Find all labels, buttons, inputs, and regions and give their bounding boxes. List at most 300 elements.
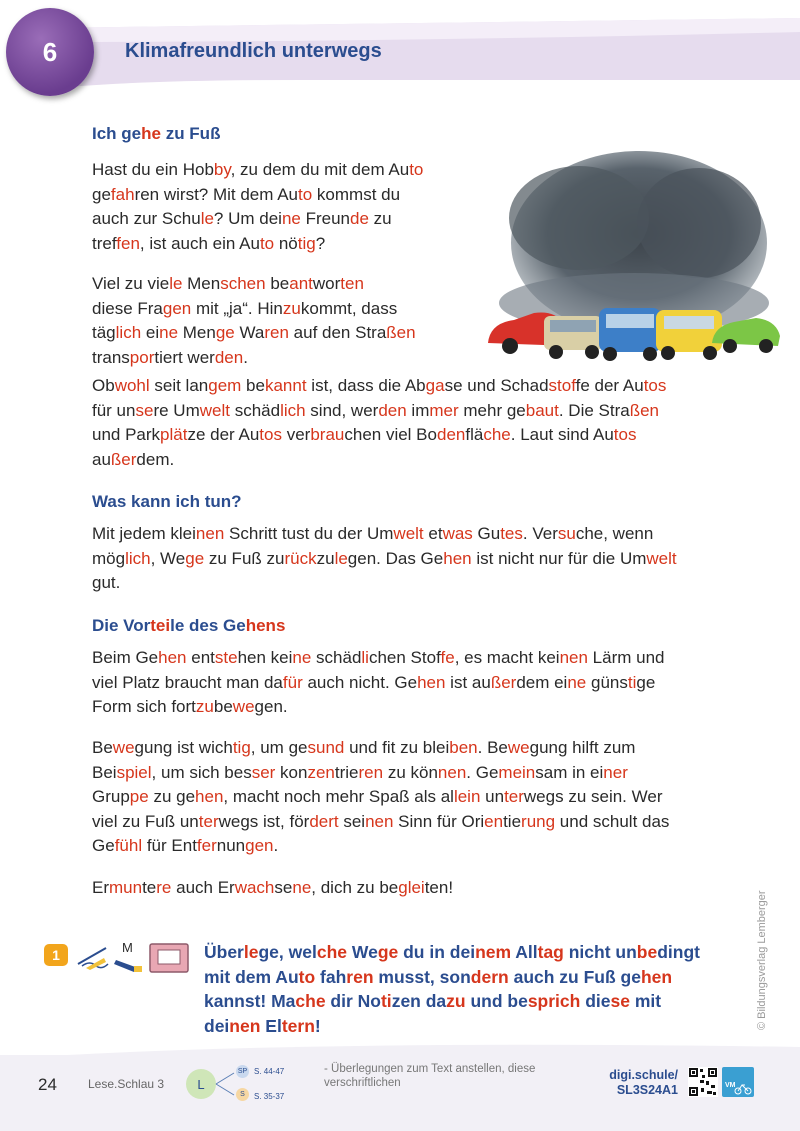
highlighted-syllable: fen [116,233,140,253]
highlighted-syllable: hen [443,548,472,568]
text-segment: Be [92,738,113,757]
text-segment: chen viel Bo [344,425,437,444]
text-segment: Grup [92,787,130,806]
highlighted-syllable: ne [567,672,587,692]
highlighted-syllable: ne [292,648,312,667]
section-heading [92,490,752,515]
text-segment: kon [275,762,308,782]
text-segment: für un [92,400,136,420]
text-segment: dem ei [516,672,568,692]
chapter-number-badge [6,8,94,96]
text-segment: Über [204,942,244,962]
highlighted-syllable: hen [195,787,224,806]
text-segment: se und Schad [444,376,549,395]
highlighted-syllable: ti [627,672,637,692]
text-segment: , ist auch ein Au [139,233,260,253]
highlighted-syllable: che [295,991,326,1011]
svg-text:M: M [122,940,133,955]
highlighted-syllable: lein [453,787,481,806]
text-segment: wegs ist, för [218,811,310,831]
text-segment: ist au [445,672,491,692]
highlighted-syllable: tern [281,1015,315,1036]
section-heading-text [92,490,752,515]
text-segment: , dich zu be [311,878,399,897]
digi-link-line2: SL3S24A1 [616,1083,678,1097]
text-segment: le des Ge [170,616,246,635]
text-segment: We [347,942,378,962]
section-heading [92,614,752,639]
text-segment: ze der Au [187,425,260,444]
highlighted-syllable: sprich [527,991,581,1011]
text-segment: fe der Au [575,376,644,395]
paragraph [92,522,752,596]
highlighted-syllable: re [156,878,172,897]
text-segment: . Ver [522,524,558,543]
page-title: Klimafreundlich unterwegs [125,40,382,62]
highlighted-syllable: ren [264,323,289,342]
smog-cars-illustration [484,148,780,366]
text-segment: re Um [153,400,200,420]
highlighted-syllable: für [282,672,303,692]
highlighted-syllable: den [436,425,466,444]
text-segment: , es macht kei [454,648,560,667]
text-segment: tiert wer [154,347,215,367]
paragraph [92,646,752,720]
text-segment: Men [182,274,221,293]
highlighted-syllable: ste [214,648,238,667]
text-segment: im [406,400,430,420]
text-segment: Lärm und [587,648,665,667]
highlighted-syllable: ren [346,966,374,987]
text-segment: seit lan [149,376,209,395]
digi-link[interactable] [604,1068,678,1098]
text-segment: dir No [325,991,381,1011]
highlighted-syllable: gen [162,298,192,318]
highlighted-syllable: mun [109,878,143,897]
text-segment: tref [92,233,117,253]
text-segment: , We [150,548,186,568]
highlighted-syllable: den [214,347,244,367]
text-segment: und schult das [555,811,670,831]
text-segment: mehr ge [458,400,526,420]
task-number-badge: 1 [44,944,68,966]
highlighted-syllable: welt [199,400,230,420]
highlighted-syllable: he [141,124,161,143]
highlighted-syllable: schen [220,274,266,293]
highlighted-syllable: den [378,400,407,420]
header-ribbon [0,18,800,96]
highlighted-syllable: gen [245,836,274,855]
paragraph [92,272,492,370]
text-segment: Freun [300,209,351,228]
text-segment: nicht un [563,942,637,962]
text-segment: viel zu Fuß un [92,811,199,831]
text-segment: Beim Ge [92,648,159,667]
text-segment: nun [216,836,246,855]
text-segment: . [243,347,248,367]
text-segment: kommt, dass [300,298,398,318]
highlighted-syllable: ben [449,738,478,757]
highlighted-syllable: lich [115,323,142,342]
text-segment: trans [92,347,130,367]
notebook-icon [150,944,188,972]
highlighted-syllable: rück [284,548,317,568]
text-segment: gen. [254,697,288,716]
reference-arrows [214,1067,238,1101]
text-segment: mit „ja“. Hin [191,298,283,318]
highlighted-syllable: ne [292,878,312,897]
text-segment: sind, wer [305,400,379,420]
highlighted-syllable: le [169,274,183,293]
highlighted-syllable: zen [307,762,335,782]
text-segment: und Park [92,425,161,444]
marker-icon [114,960,142,972]
chapter-number: 6 [42,36,58,67]
text-segment: . [273,836,279,855]
vm-label: VM [725,1082,736,1089]
highlighted-syllable: tos [613,425,637,444]
text-segment: Er [92,878,109,897]
page-number: 24 [38,1075,57,1094]
text-segment: gung hilft zum [529,738,636,757]
highlighted-syllable: le [200,209,214,228]
bicycle-icon [734,1083,752,1095]
highlighted-syllable: was [442,524,473,543]
text-segment: schäd [229,400,281,420]
s-pages: S. 35-37 [254,1092,285,1101]
text-segment: ent [186,648,215,667]
highlighted-syllable: welt [646,548,677,568]
highlighted-syllable: ga [425,376,445,395]
footer-wave [0,1039,800,1059]
highlighted-syllable: ter [198,811,219,831]
text-segment: mit [629,991,662,1011]
highlighted-syllable: che [316,942,348,962]
digi-link-line1: digi.schule/ [609,1068,678,1082]
highlighted-syllable: baut [525,400,559,420]
text-segment: täg [92,323,116,342]
highlighted-syllable: spiel [116,762,152,782]
text-segment: se [274,878,293,897]
text-segment: che, wenn [575,524,654,543]
highlighted-syllable: fah [110,184,135,204]
highlighted-syllable: li [361,648,369,667]
text-segment: auf den Stra [288,323,387,342]
highlighted-syllable: che [483,425,511,444]
text-segment: be [265,274,290,293]
text-segment: auch Er [171,878,235,897]
highlighted-syllable: su [557,524,576,543]
highlighted-syllable: fühl [114,836,143,855]
text-segment: güns [586,672,628,692]
highlighted-syllable: ne [159,323,179,342]
text-segment: un [480,787,505,806]
highlighted-syllable: hen [158,648,187,667]
text-segment: Die Vor [92,616,151,635]
highlighted-syllable: tei [150,616,171,635]
text-segment: ren wirst? Mit dem Au [134,184,299,204]
text-segment: wor [312,274,341,293]
text-segment: Ge [92,836,115,855]
highlighted-syllable: ßen [386,323,416,342]
highlighted-syllable: dert [309,811,339,831]
highlighted-syllable: tig [232,738,251,757]
highlighted-syllable: glei [398,878,425,897]
highlighted-syllable: se [135,400,154,420]
highlighted-syllable: ßer [110,449,137,469]
highlighted-syllable: stof [548,376,576,395]
highlighted-syllable: ge [215,323,235,342]
text-segment: zen da [391,991,447,1011]
text-segment: zu Fuß [160,124,221,143]
highlighted-syllable: nen [437,762,467,782]
text-segment: musst, son [373,966,471,987]
highlighted-syllable: to [298,184,313,204]
text-segment: Wa [234,323,265,342]
text-segment: dem. [136,449,175,469]
text-segment: Schritt tust du der Um [224,524,394,543]
text-segment: et [423,524,443,543]
text-segment: El [260,1015,282,1036]
text-segment: Men [178,323,216,342]
text-segment: auch zur Schu [92,209,201,228]
highlighted-syllable: tig [297,233,316,253]
vm-badge-icon[interactable] [722,1067,754,1097]
highlighted-syllable: fe [440,648,455,667]
highlighted-syllable: ge [185,548,205,568]
highlighted-syllable: ti [380,991,392,1011]
text-segment: se [114,298,133,318]
text-segment: be [213,697,233,716]
text-segment: zu ge [148,787,196,806]
text-segment: mög [92,548,126,568]
text-segment: ge [258,942,279,962]
blue-car [599,308,661,361]
text-segment: tie [503,811,522,831]
highlighted-syllable: tes [500,524,523,543]
text-segment: kommst du [312,184,401,204]
text-segment: sei [338,811,366,831]
text-segment: , macht noch mehr Spaß als al [223,787,454,806]
text-segment: ist nicht nur für die Um [471,548,647,568]
text-segment: wegs zu sein. Wer [523,787,663,806]
text-segment: zu Fuß zu [204,548,285,568]
highlighted-syllable: kannt [264,376,307,395]
highlighted-syllable: mein [498,762,536,782]
highlighted-syllable: dern [470,966,509,987]
highlighted-syllable: zu [446,991,466,1011]
highlighted-syllable: hen [640,966,673,987]
highlighted-syllable: zu [282,298,301,318]
highlighted-syllable: le [243,942,259,962]
highlighted-syllable: ter [504,787,524,806]
text-segment: ? [315,233,326,253]
text-segment: trie [334,762,359,782]
highlighted-syllable: nen [559,648,588,667]
paragraph [92,736,752,859]
highlighted-syllable: hen [417,672,446,692]
text-segment: mit dem Au [204,966,299,987]
highlighted-syllable: by [213,160,231,179]
qr-code-icon[interactable] [688,1067,718,1097]
text-segment: ten! [424,878,454,897]
text-segment: . Be [477,738,508,757]
highlighted-syllable: ner [603,762,628,782]
text-segment: Sinn für Ori [393,811,485,831]
text-segment: gen. Das Ge [347,548,444,568]
highlighted-syllable: welt [393,524,424,543]
book-title: Lese.Schlau 3 [88,1077,165,1091]
highlighted-syllable: we [232,697,255,716]
text-segment: , wel [278,942,317,962]
highlighted-syllable: por [129,347,155,367]
s-badge: S [236,1088,249,1101]
highlighted-syllable: wach [234,878,275,897]
text-segment: be [241,376,265,395]
text-segment: auch nicht. Ge [302,672,418,692]
highlighted-syllable: hens [245,616,286,635]
text-segment: . Laut sind Au [510,425,614,444]
text-segment: zu [368,209,392,228]
sp-pages: S. 44-47 [254,1067,285,1076]
text-segment: zu [316,548,335,568]
text-segment: Was kann ich tun? [92,492,242,511]
pen-writing-icon [78,948,108,970]
copyright-text: © Bildungsverlag Lemberger [756,890,768,1030]
highlighted-syllable: ten [340,274,364,293]
paragraph [92,158,492,256]
beige-car [544,316,602,359]
text-segment: ei [141,323,160,342]
text-segment: ver [281,425,311,444]
task-icons [76,940,196,974]
highlighted-syllable: ren [358,762,384,782]
highlighted-syllable: ant [289,274,313,293]
highlighted-syllable: mer [429,400,459,420]
text-segment: nö [274,233,298,253]
text-segment: und fit zu blei [344,738,450,757]
text-segment: sam in ei [535,762,604,782]
text-segment: flä [465,425,484,444]
highlighted-syllable: de [350,209,369,228]
highlighted-syllable: zu [195,697,214,716]
highlighted-syllable: tag [537,942,564,962]
highlighted-syllable: brau [310,425,345,444]
text-segment: ge [92,184,111,204]
text-segment: du in dei [398,942,476,962]
highlighted-syllable: ne [281,209,301,228]
paragraph [92,374,752,472]
text-segment: kannst! Ma [204,991,296,1011]
text-segment: , um sich bes [151,762,252,782]
text-segment: dei [204,1015,230,1036]
text-segment: die [580,991,611,1011]
highlighted-syllable: lich [280,400,306,420]
text-segment: . Die Stra [558,400,630,420]
highlighted-syllable: gem [208,376,242,395]
text-segment: gung ist wich [134,738,233,757]
text-segment: , zu dem du mit dem Au [230,160,410,179]
text-segment: ist, dass die Ab [306,376,426,395]
highlighted-syllable: ßer [490,672,517,692]
text-segment: viel Platz braucht man da [92,672,283,692]
text-segment: , um ge [250,738,308,757]
level-badge: L [186,1069,216,1099]
highlighted-syllable: tos [259,425,282,444]
highlighted-syllable: nen [365,811,394,831]
text-segment: . Ge [466,762,499,782]
text-segment: fah [315,966,347,987]
highlighted-syllable: tos [643,376,667,395]
section-1 [92,122,752,147]
highlighted-syllable: le [334,548,348,568]
text-segment: ! [314,1015,321,1036]
text-segment: schäd [311,648,362,667]
text-segment: ? Um dei [213,209,282,228]
text-segment: auch zu Fuß ge [508,966,641,987]
task-text [204,940,764,1038]
highlighted-syllable: to [298,966,316,987]
highlighted-syllable: ge [377,942,399,962]
highlighted-syllable: to [409,160,424,179]
highlighted-syllable: ßen [629,400,659,420]
text-segment: Form sich fort [92,697,196,716]
text-segment: Gu [472,524,501,543]
highlighted-syllable: plät [160,425,188,444]
text-segment: chen Stof [368,648,441,667]
highlighted-syllable: sund [307,738,345,757]
highlighted-syllable: se [610,991,630,1011]
text-segment: Hast du ein Hob [92,160,214,179]
highlighted-syllable: rung [521,811,556,831]
page-footer [0,1055,800,1131]
highlighted-syllable: to [259,233,275,253]
highlighted-syllable: nen [195,524,225,543]
highlighted-syllable: pe [129,787,149,806]
text-segment: für Ent [142,836,197,855]
text-segment: All [511,942,538,962]
highlighted-syllable: be [636,942,658,962]
section-heading [92,122,752,147]
text-segment: die [92,298,115,318]
highlighted-syllable: nen [229,1015,261,1036]
text-segment: dingt [657,942,700,962]
highlighted-syllable: ser [251,762,276,782]
highlighted-syllable: lich [125,548,151,568]
text-segment: te [142,878,157,897]
text-segment: hen kei [237,648,293,667]
highlighted-syllable: wohl [114,376,150,395]
text-segment: au [92,449,111,469]
text-segment: Viel zu vie [92,274,170,293]
text-segment: Ob [92,376,115,395]
text-segment: und be [465,991,528,1011]
header-band [0,18,800,96]
highlighted-syllable: we [507,738,530,757]
sp-badge: SP [236,1065,249,1078]
text-segment: Ich ge [92,124,142,143]
text-segment: ge [636,672,656,692]
highlighted-syllable: we [112,738,135,757]
text-segment: Mit jedem klei [92,524,196,543]
paragraph [92,876,752,901]
section-heading-text [92,614,752,639]
yellow-car [656,310,722,360]
text-segment: Bei [92,762,117,782]
text-segment: Fra [132,298,163,318]
learning-note: - Überlegungen zum Text anstellen, diese verschriftlichen [324,1063,536,1089]
text-segment: zu kön [383,762,438,782]
